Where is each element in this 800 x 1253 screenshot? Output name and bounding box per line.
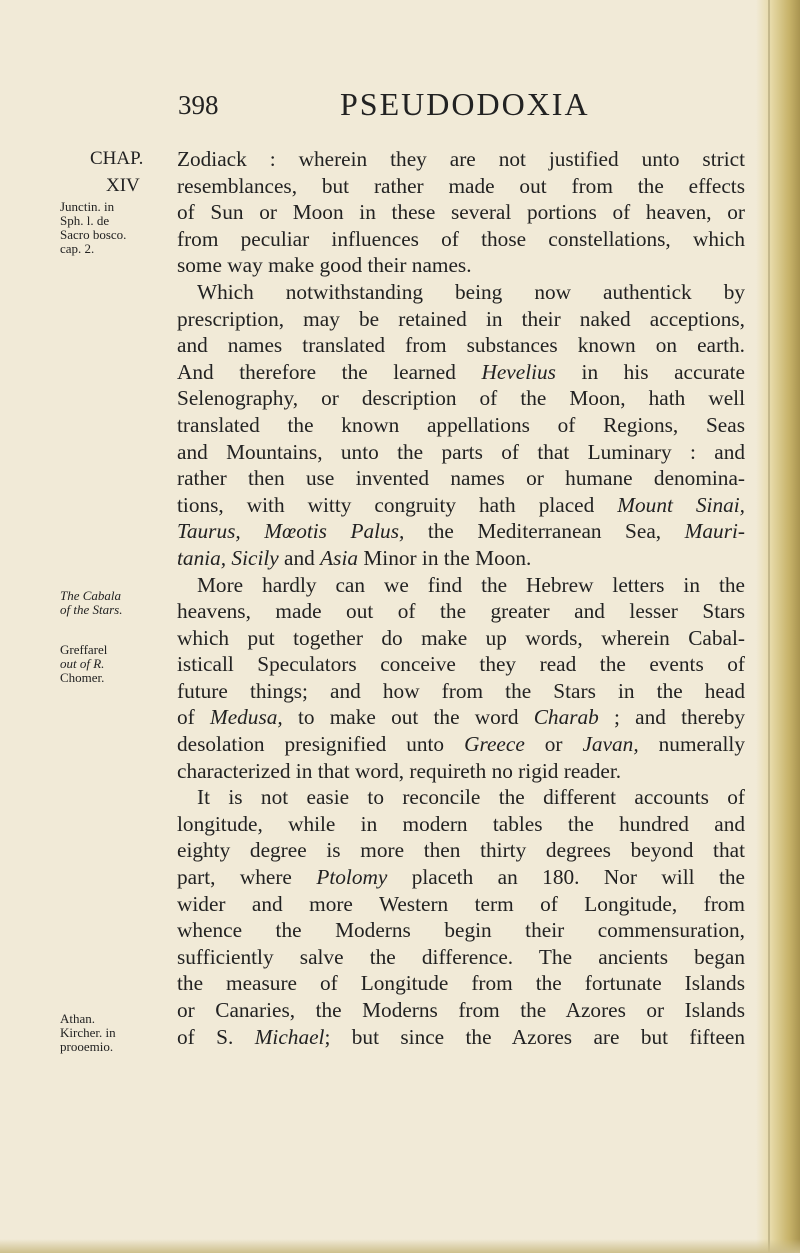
text-italic: Taurus, Mœotis Palus, <box>177 519 405 544</box>
text-line: wider and more Western term of Longitude, from <box>177 891 745 916</box>
margin-note-greffarel <box>60 643 172 685</box>
text-span: of <box>177 705 210 730</box>
text-span: to make out the word <box>282 705 534 730</box>
margin-note-line: Kircher. in <box>60 1025 116 1040</box>
text-line <box>177 359 745 386</box>
text-line <box>177 545 745 572</box>
text-line: More hardly can we find the Hebrew letters in the <box>197 572 745 597</box>
text-line: longitude, while in modern tables the hundred and <box>177 811 745 836</box>
text-span: And therefore the learned <box>177 359 482 384</box>
margin-chapter-number: XIV <box>106 175 140 196</box>
text-line: isticall Speculators conceive they read the events of <box>177 652 745 677</box>
text-span: tions, with witty congruity hath placed <box>177 492 618 517</box>
text-line: translated the known appellations of Regions, Seas <box>177 412 745 437</box>
text-span: ; but since the Azores are but fifteen <box>324 1024 745 1049</box>
margin-note-line: Chomer. <box>60 670 105 685</box>
text-italic: Medusa, <box>209 705 283 730</box>
text-span: in his accurate <box>555 359 745 384</box>
text-line: which put together do make up words, wherein Cabal- <box>177 625 745 650</box>
page-number: 398 <box>178 90 219 120</box>
text-italic: Greece <box>464 732 525 757</box>
text-italic: Mount Sinai, <box>617 492 745 517</box>
text-line: and Mountains, unto the parts of that Luminary : and <box>177 439 745 464</box>
text-span: ; and thereby <box>598 705 745 730</box>
margin-note-line: The Cabala <box>60 588 122 603</box>
text-line <box>177 492 745 519</box>
text-line: the measure of Longitude from the fortunate Islands <box>177 971 745 996</box>
margin-note-line: Junctin. in <box>60 199 115 214</box>
text-span: and <box>278 545 321 570</box>
text-line: from peculiar influences of those constellations, which <box>177 226 745 251</box>
text-line: Which notwithstanding being now authentick by <box>197 279 745 304</box>
text-line: resemblances, but rather made out from the effects <box>177 173 745 198</box>
text-line <box>177 518 745 545</box>
margin-note-line: Sacro bosco. <box>60 227 127 242</box>
text-line: or Canaries, the Moderns from the Azores or Islands <box>177 998 745 1022</box>
text-line <box>177 731 745 758</box>
text-span: desolation presignified unto <box>177 732 465 757</box>
text-italic: Michael <box>254 1024 325 1049</box>
text-italic: Asia <box>320 545 359 570</box>
margin-note-line: Athan. <box>60 1011 96 1026</box>
text-italic: Javan, <box>582 732 639 757</box>
text-line: rather then use invented names or humane denomina- <box>177 466 745 491</box>
text-italic: Mauri- <box>684 519 745 544</box>
page-gutter-line <box>768 0 770 1253</box>
margin-note-line: cap. 2. <box>60 241 95 256</box>
margin-note-line: Sph. l. de <box>60 213 110 228</box>
margin-note-kircher <box>60 1012 172 1054</box>
running-title: PSEUDODOXIA <box>340 86 590 122</box>
margin-note-line: of the Stars. <box>60 602 123 617</box>
text-line <box>177 1024 745 1051</box>
text-line: eighty degree is more then thirty degrees beyond that <box>177 838 745 863</box>
page-edge-shadow <box>756 0 800 1253</box>
text-line: It is not easie to reconcile the different accounts of <box>197 785 745 810</box>
text-line: Zodiack : wherein they are not justified unto strict <box>177 147 745 171</box>
text-line: characterized in that word, requireth no rigid reader. <box>177 758 622 783</box>
text-span: placeth an 180. Nor will the <box>387 865 746 890</box>
text-italic: Charab <box>533 705 599 730</box>
text-line: Selenography, or description of the Moon, hath well <box>177 386 745 411</box>
text-span: part, where <box>177 865 317 890</box>
margin-note-line: Greffarel <box>60 642 108 657</box>
margin-note-line: prooemio. <box>60 1039 114 1054</box>
margin-note-junctin <box>60 200 172 256</box>
text-line: prescription, may be retained in their naked acceptions, <box>177 306 745 331</box>
page-header <box>178 86 738 126</box>
text-italic: tania, Sicily <box>177 545 279 570</box>
text-line: of Sun or Moon in these several portions of heaven, or <box>177 200 745 225</box>
text-span: or <box>524 732 583 757</box>
margin-note-line: out of R. <box>60 656 105 671</box>
text-line: and names translated from substances known on earth. <box>177 333 745 358</box>
text-line: future things; and how from the Stars in the head <box>177 678 745 703</box>
text-line: sufficiently salve the difference. The ancients began <box>177 944 745 969</box>
text-span: Minor in the Moon. <box>358 545 532 570</box>
text-line: heavens, made out of the greater and lesser Stars <box>177 599 745 624</box>
margin-chapter-label: CHAP. <box>90 148 144 169</box>
text-span: numerally <box>638 732 745 757</box>
margin-note-cabala <box>60 589 172 617</box>
text-italic: Hevelius <box>481 359 556 384</box>
body-text <box>177 146 745 1050</box>
text-span: of S. <box>177 1024 255 1049</box>
text-line <box>177 704 745 731</box>
text-line: whence the Moderns begin their commensuration, <box>177 918 745 943</box>
text-span: the Mediterranean Sea, <box>404 519 685 544</box>
text-line: some way make good their names. <box>177 253 472 278</box>
text-italic: Ptolomy <box>316 865 388 890</box>
text-line <box>177 864 745 891</box>
page-bottom-shadow <box>0 1239 800 1253</box>
